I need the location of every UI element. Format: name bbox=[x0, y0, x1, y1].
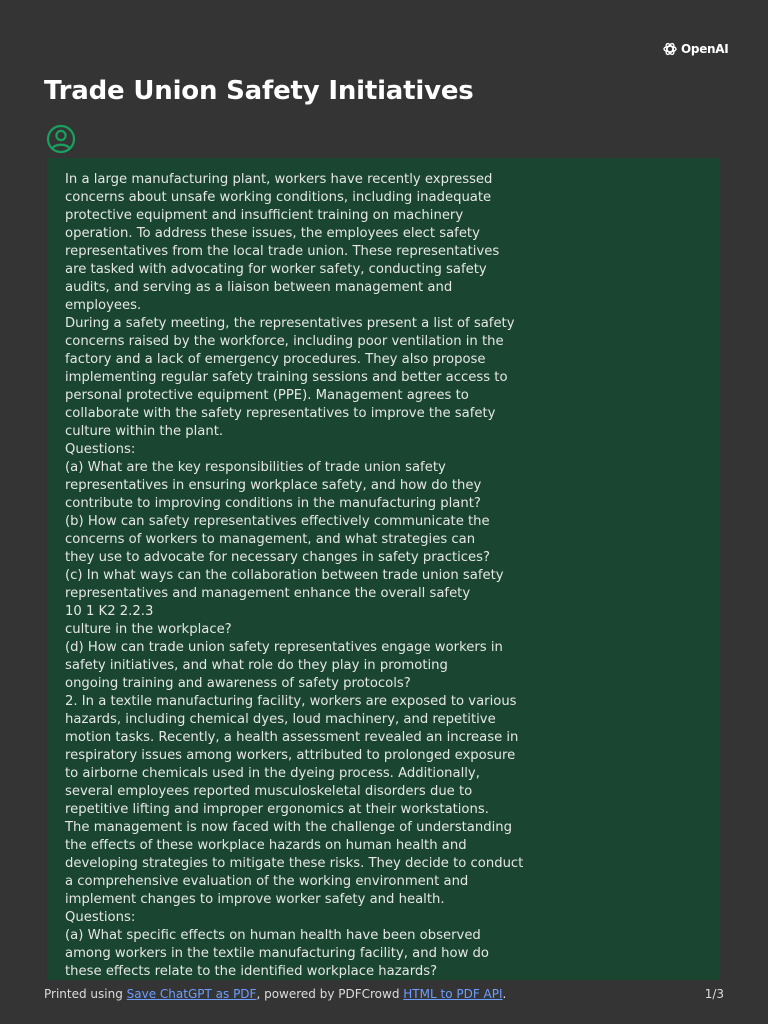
message-line: implementing regular safety training sessions and better access to bbox=[65, 370, 508, 385]
message-line: (c) In what ways can the collaboration between trade union safety bbox=[65, 568, 504, 583]
brand-name: OpenAI bbox=[681, 42, 729, 56]
message-line: implement changes to improve worker safety and health. bbox=[65, 892, 445, 907]
footer-suffix: . bbox=[502, 987, 507, 1001]
message-line: ongoing training and awareness of safety protocols? bbox=[65, 676, 411, 691]
message-line: are tasked with advocating for worker safety, conducting safety bbox=[65, 262, 487, 277]
message-line: personal protective equipment (PPE). Management agrees to bbox=[65, 388, 469, 403]
message-line: the effects of these workplace hazards on human health and bbox=[65, 838, 467, 853]
message-line: among workers in the textile manufacturing facility, and how do bbox=[65, 946, 489, 961]
message-line: to airborne chemicals used in the dyeing process. Additionally, bbox=[65, 766, 480, 781]
message-line: collaborate with the safety representatives to improve the safety bbox=[65, 406, 496, 421]
message-line: 10 1 K2 2.2.3 bbox=[65, 604, 154, 619]
html-to-pdf-link[interactable]: HTML to PDF API bbox=[403, 987, 503, 1001]
message-line: audits, and serving as a liaison between management and bbox=[65, 280, 453, 295]
message-line: Questions: bbox=[65, 442, 136, 457]
message-line: culture in the workplace? bbox=[65, 622, 232, 637]
message-line: several employees reported musculoskeletal disorders due to bbox=[65, 784, 473, 799]
message-line: concerns of workers to management, and what strategies can bbox=[65, 532, 476, 547]
message-line: employees. bbox=[65, 298, 142, 313]
message-line: 2. In a textile manufacturing facility, workers are exposed to various bbox=[65, 694, 517, 709]
message-line: respiratory issues among workers, attributed to prolonged exposure bbox=[65, 748, 516, 763]
openai-brand bbox=[662, 40, 728, 58]
message-line: (d) How can trade union safety representatives engage workers in bbox=[65, 640, 503, 655]
message-line: protective equipment and insufficient training on machinery bbox=[65, 208, 464, 223]
message-line: representatives from the local trade union. These representatives bbox=[65, 244, 500, 259]
message-line: motion tasks. Recently, a health assessment revealed an increase in bbox=[65, 730, 519, 745]
message-line: operation. To address these issues, the employees elect safety bbox=[65, 226, 480, 241]
message-line: representatives and management enhance the overall safety bbox=[65, 586, 471, 601]
message-line: these effects relate to the identified workplace hazards? bbox=[65, 964, 438, 979]
message-line: safety initiatives, and what role do they play in promoting bbox=[65, 658, 448, 673]
message-line: (a) What are the key responsibilities of trade union safety bbox=[65, 460, 446, 475]
message-line: a comprehensive evaluation of the working environment and bbox=[65, 874, 469, 889]
message-line: (b) How can safety representatives effectively communicate the bbox=[65, 514, 490, 529]
user-avatar-icon bbox=[46, 124, 76, 154]
user-message bbox=[47, 158, 720, 980]
message-line: During a safety meeting, the representatives present a list of safety bbox=[65, 316, 515, 331]
message-line: concerns raised by the workforce, including poor ventilation in the bbox=[65, 334, 504, 349]
message-line: (a) What specific effects on human health have been observed bbox=[65, 928, 481, 943]
message-line: developing strategies to mitigate these risks. They decide to conduct bbox=[65, 856, 524, 871]
message-line: concerns about unsafe working conditions, including inadequate bbox=[65, 190, 492, 205]
message-line: The management is now faced with the challenge of understanding bbox=[65, 820, 512, 835]
page-number: 1/3 bbox=[704, 987, 724, 1001]
save-chatgpt-link[interactable]: Save ChatGPT as PDF bbox=[126, 987, 257, 1001]
message-line: repetitive lifting and improper ergonomics at their workstations. bbox=[65, 802, 489, 817]
message-line: culture within the plant. bbox=[65, 424, 224, 439]
message-text bbox=[65, 171, 535, 980]
footer-prefix: Printed using bbox=[44, 987, 127, 1001]
footer-middle: , powered by PDFCrowd bbox=[256, 987, 404, 1001]
message-line: they use to advocate for necessary changes in safety practices? bbox=[65, 550, 491, 565]
message-line: In a large manufacturing plant, workers have recently expressed bbox=[65, 172, 493, 187]
message-line: hazards, including chemical dyes, loud machinery, and repetitive bbox=[65, 712, 496, 727]
page-title: Trade Union Safety Initiatives bbox=[44, 76, 474, 106]
openai-logo-icon bbox=[662, 41, 678, 57]
message-line: representatives in ensuring workplace safety, and how do they bbox=[65, 478, 482, 493]
footer bbox=[44, 985, 724, 1003]
message-line: factory and a lack of emergency procedures. They also propose bbox=[65, 352, 486, 367]
message-line: contribute to improving conditions in the manufacturing plant? bbox=[65, 496, 481, 511]
message-line: Questions: bbox=[65, 910, 136, 925]
